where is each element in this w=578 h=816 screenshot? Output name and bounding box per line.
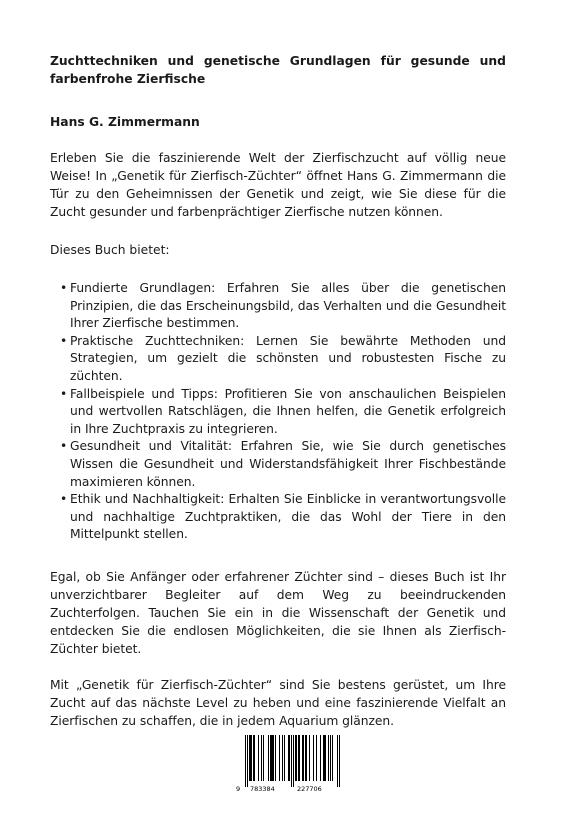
barcode-bar <box>323 735 324 781</box>
barcode-bar <box>250 735 251 781</box>
barcode-bar <box>261 735 262 781</box>
isbn-barcode <box>236 735 342 795</box>
bullet-icon: • <box>60 492 68 507</box>
list-item <box>50 333 506 386</box>
barcode-bar <box>337 735 338 787</box>
barcode-bar <box>293 735 294 787</box>
barcode-bar <box>254 735 255 781</box>
barcode-bar <box>330 735 331 781</box>
barcode-bar <box>258 735 259 781</box>
barcode-bar <box>279 735 280 781</box>
barcode-bar <box>309 735 310 781</box>
barcode-graphic <box>236 735 342 795</box>
barcode-bar <box>299 735 300 781</box>
barcode-bar <box>268 735 269 781</box>
feature-text: Fundierte Grundlagen: Erfahren Sie alles über die genetischen Prinzipien, die das Erscheinungsbild, das Verhalten und die Gesundheit Ihrer Zierfische bestimmen. <box>70 281 506 331</box>
barcode-bar <box>320 735 321 781</box>
barcode-bar <box>272 735 273 781</box>
closing-paragraph-1: Egal, ob Sie Anfänger oder erfahrener Züchter sind – dieses Buch ist Ihr unverzichtbarer Begleiter auf dem Weg zu beeindruckenden Zuchterfolgen. Tauchen Sie ein in die Wissenschaft der Genetik und entdecken Sie die endlosen Möglichkeiten, die sie Ihnen als Zierfisch-Züchter bietet. <box>50 569 506 656</box>
barcode-bar <box>316 735 317 781</box>
list-item <box>50 280 506 333</box>
feature-text: Praktische Zuchttechniken: Lernen Sie bewährte Methoden und Strategien, um gezielt die schönsten und robustesten Fische zu züchten. <box>70 333 506 383</box>
back-cover-text <box>50 52 506 730</box>
barcode-bar <box>263 735 264 781</box>
barcode-bar <box>306 735 307 781</box>
barcode-bar <box>249 735 250 781</box>
barcode-bar <box>302 735 303 781</box>
barcode-bar <box>328 735 329 781</box>
barcode-bar <box>270 735 271 781</box>
barcode-bar <box>247 735 248 787</box>
book-title: Zuchttechniken und genetische Grundlagen für gesunde und farbenfrohe Zierfische <box>50 54 506 86</box>
barcode-bar <box>245 735 246 787</box>
barcode-bar <box>296 735 297 781</box>
barcode-bar <box>284 735 285 781</box>
barcode-bar <box>295 735 296 781</box>
barcode-bar <box>251 735 252 781</box>
list-item <box>50 438 506 491</box>
barcode-bar <box>298 735 299 781</box>
barcode-bar <box>253 735 254 781</box>
barcode-group-2: 227706 <box>297 785 322 793</box>
barcode-bar <box>339 735 340 787</box>
barcode-bar <box>271 735 272 781</box>
offers-label: Dieses Buch bietet: <box>50 243 170 257</box>
barcode-bar <box>332 735 333 781</box>
book-author: Hans G. Zimmermann <box>50 115 200 129</box>
barcode-bar <box>325 735 326 781</box>
barcode-bar <box>313 735 314 781</box>
intro-paragraph: Erleben Sie die faszinierende Welt der Zierfischzucht auf völlig neue Weise! In „Genetik für Zierfisch-Züchter“ öffnet Hans G. Zimmermann die Tür zu den Geheimnissen der Genetik und zeigt, wie Sie diese für die Zucht gesunder und farbenprächtiger Zierfische nutzen können. <box>50 151 506 219</box>
bullet-icon: • <box>60 386 68 401</box>
barcode-bar <box>305 735 306 781</box>
barcode-bar <box>275 735 276 781</box>
barcode-bar <box>289 735 290 781</box>
list-item <box>50 386 506 439</box>
bullet-icon: • <box>60 439 68 454</box>
barcode-bar <box>303 735 304 781</box>
barcode-bar <box>324 735 325 781</box>
feature-text: Ethik und Nachhaltigkeit: Erhalten Sie Einblicke in verantwortungsvolle und nachhaltige Zuchtpraktiken, die das Wohl der Tiere in den Mittelpunkt stellen. <box>70 492 506 542</box>
barcode-bar <box>282 735 283 781</box>
barcode-group-1: 783384 <box>250 785 275 793</box>
barcode-bar <box>273 735 274 781</box>
feature-text: Gesundheit und Vitalität: Erfahren Sie, wie Sie durch genetisches Wissen die Gesundheit und Widerstandsfähigkeit Ihrer Fischbestände maximieren können. <box>70 439 506 489</box>
feature-list <box>50 280 506 544</box>
list-item <box>50 491 506 544</box>
closing-paragraph-2: Mit „Genetik für Zierfisch-Züchter“ sind Sie bestens gerüstet, um Ihre Zucht auf das nächste Level zu heben und eine faszinierende Vielfalt an Zierfischen zu schaffen, die in jedem Aquarium glänzen. <box>50 677 506 728</box>
barcode-bars <box>245 735 340 787</box>
barcode-prefix-digit: 9 <box>236 785 241 793</box>
barcode-bar <box>288 735 289 781</box>
barcode-bar <box>291 735 292 787</box>
bullet-icon: • <box>60 281 68 295</box>
bullet-icon: • <box>60 333 68 348</box>
feature-text: Fallbeispiele und Tipps: Profitieren Sie von anschaulichen Beispielen und wertvollen Ratschlägen, die Ihnen helfen, die Genetik erfolgreich in Ihre Zuchtpraxis zu integrieren. <box>70 386 506 436</box>
